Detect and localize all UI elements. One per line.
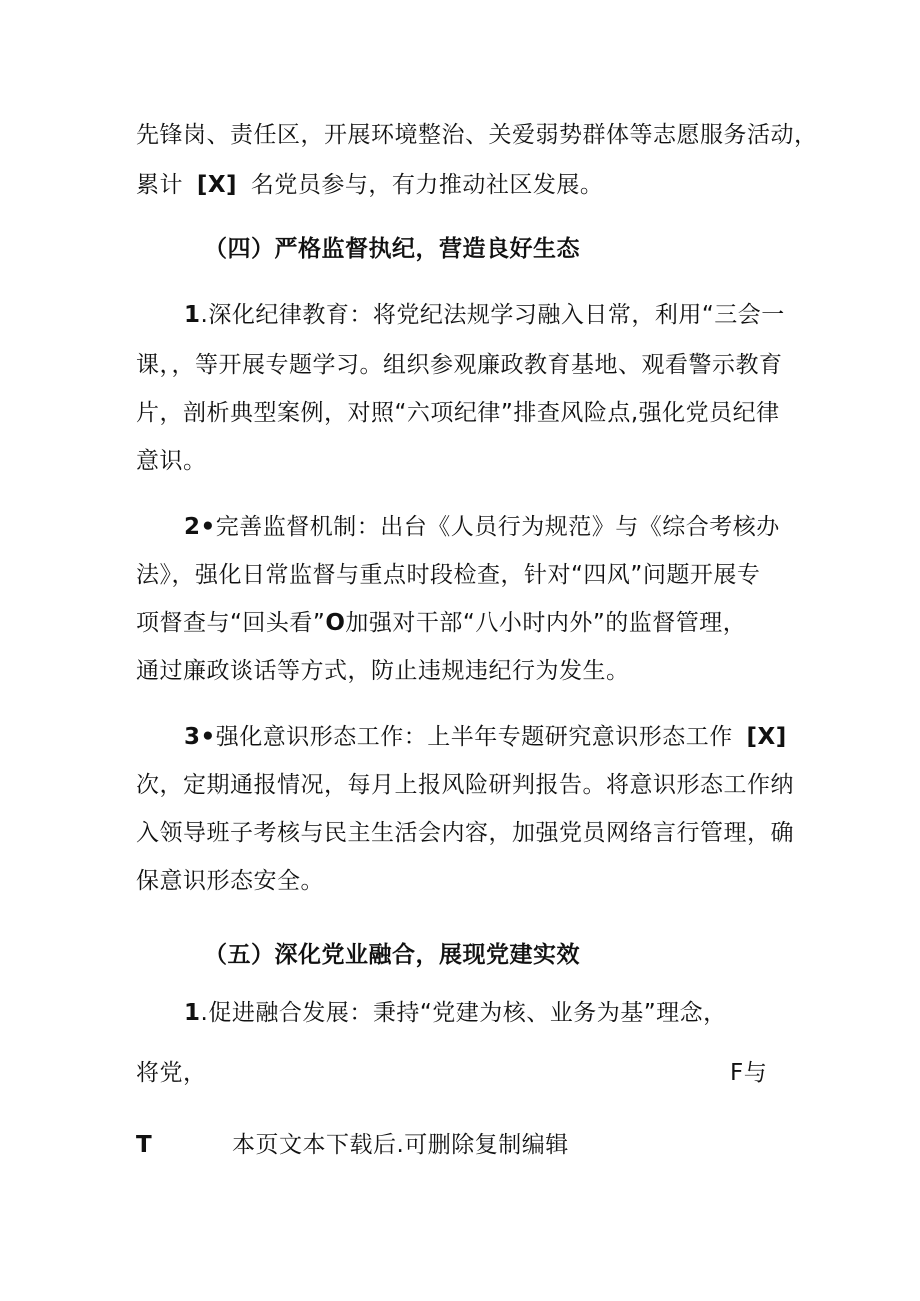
s5-item1-number: 1: [184, 1000, 201, 1026]
s4-item2-text3b: 加强对干部“八小时内外”的监督管理，: [345, 610, 747, 636]
placeholder-x: [X]: [196, 172, 238, 198]
intro-line-1: 先锋岗、责任区，开展环境整治、关爱弱势群体等志愿服务活动，: [136, 122, 818, 148]
s4-item1-text1: .深化纪律教育：将党纪法规学习融入日常，利用“三会一: [200, 302, 785, 328]
intro-line-2: [136, 170, 603, 200]
s4-item2-line2: 法》，强化日常监督与重点时段检查，针对“四风”问题开展专: [136, 562, 761, 588]
s4-item2-number: 2•: [184, 514, 216, 540]
s4-item3-line1: [184, 722, 787, 752]
s5-item1-line1: [184, 998, 727, 1028]
s5-item1-text1: .促进融合发展：秉持“党建为核、业务为基”理念，: [200, 1000, 727, 1026]
footer-mark: T: [136, 1132, 153, 1158]
s5-item1-line2-right: F与: [730, 1060, 768, 1086]
intro-line-2-b: 名党员参与，有力推动社区发展。: [250, 172, 604, 198]
s4-item2-text3a: 项督查与“回头看”: [136, 610, 326, 636]
placeholder-x: [X]: [746, 724, 787, 750]
intro-line-2-a: 累计: [136, 172, 183, 198]
s4-item3-line2: 次，定期通报情况，每月上报风险研判报告。将意识形态工作纳: [136, 772, 794, 798]
s4-item2-line3: [136, 608, 746, 638]
s4-item2-text1: 完善监督机制：出台《人员行为规范》与《综合考核办: [215, 514, 780, 540]
s4-item3-text1: 强化意识形态工作：上半年专题研究意识形态工作: [215, 724, 733, 750]
s4-item1-line1: [184, 300, 785, 330]
s4-item1-line2: 课，，等开展专题学习。组织参观廉政教育基地、观看警示教育: [136, 352, 783, 378]
s4-item3-number: 3•: [184, 724, 216, 750]
section-4-heading: （四）严格监督执纪，营造良好生态: [204, 236, 580, 262]
s4-item2-o-mark: O: [325, 610, 346, 636]
footer-note: 本页文本下载后.可删除复制编辑: [232, 1132, 569, 1158]
s4-item3-line4: 保意识形态安全。: [136, 868, 324, 894]
section-5-heading: （五）深化党业融合，展现党建实效: [204, 942, 580, 968]
s4-item1-line3: 片，剖析典型案例，对照“六项纪律”排查风险点,强化党员纪律: [136, 400, 780, 426]
s4-item2-line4: 通过廉政谈话等方式，防止违规违纪行为发生。: [136, 658, 630, 684]
s4-item1-line4: 意识。: [136, 448, 207, 474]
s4-item3-line3: 入领导班子考核与民主生活会内容，加强党员网络言行管理，确: [136, 820, 794, 846]
s5-item1-line2-left: 将党，: [136, 1060, 207, 1086]
s4-item2-line1: [184, 512, 780, 542]
s4-item1-number: 1: [184, 302, 201, 328]
